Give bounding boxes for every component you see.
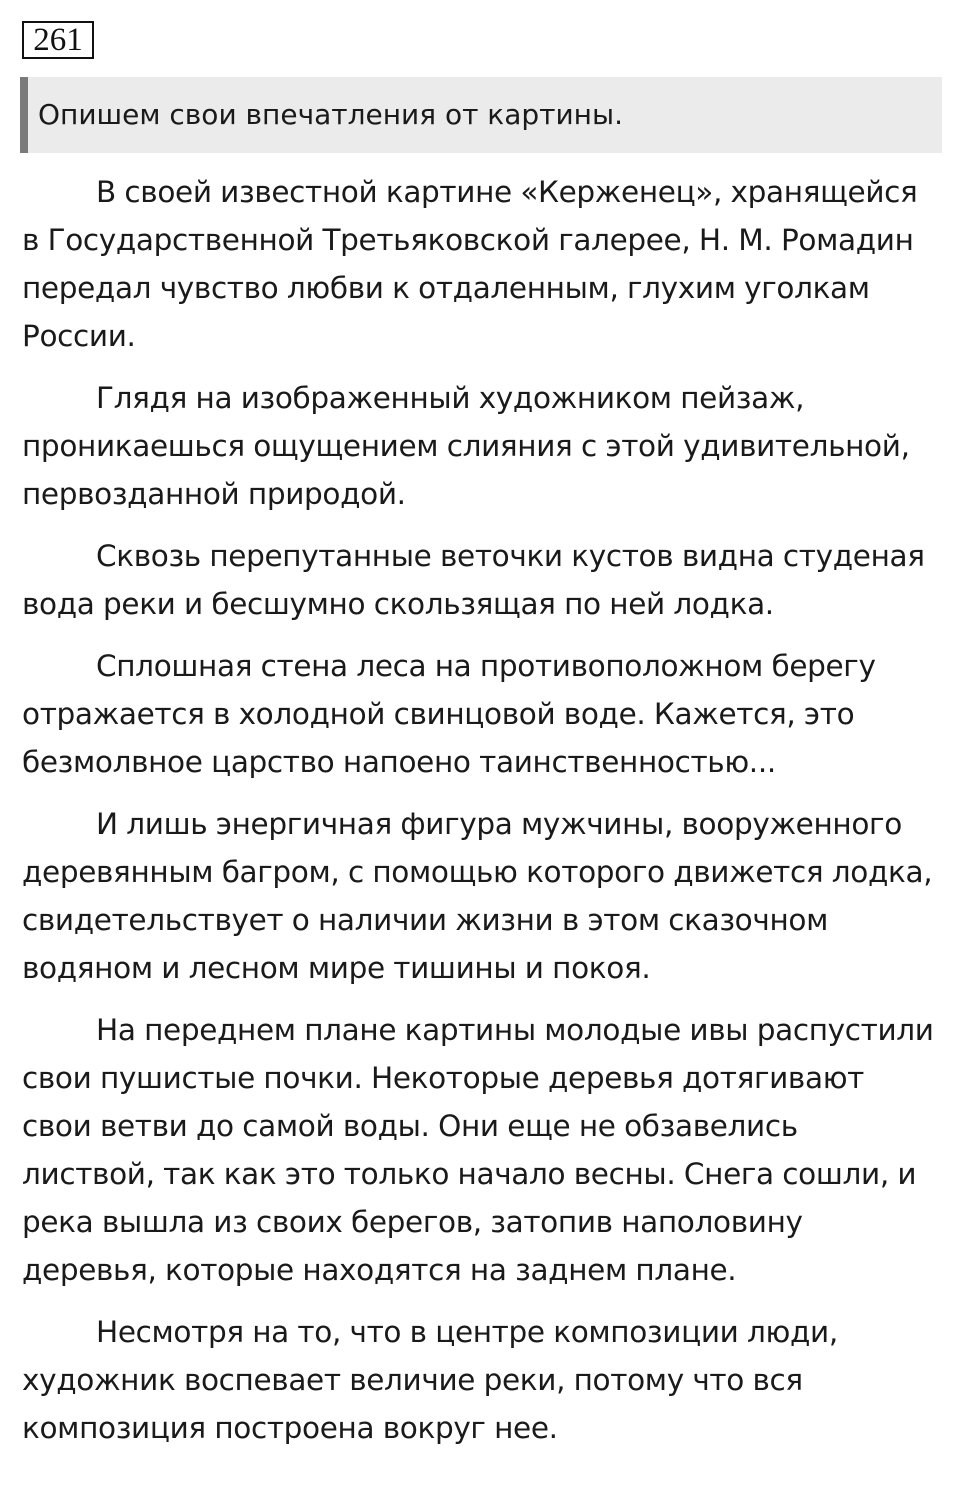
essay-paragraph: Глядя на изображенный художником пейзаж, проникаешься ощущением слияния с этой удивительной, первозданной природой.: [22, 381, 910, 511]
essay-paragraph: Сквозь перепутанные веточки кустов видна студеная вода реки и бесшумно скользящая по ней лодка.: [22, 539, 925, 621]
essay-paragraph: Несмотря на то, что в центре композиции люди, художник воспевает величие реки, потому что вся композиция построена вокруг нее.: [22, 1315, 838, 1445]
essay-paragraph: В своей известной картине «Керженец», хранящейся в Государственной Третьяковской галерее, Н. М. Ромадин передал чувство любви к отдаленным, глухим уголкам России.: [22, 175, 918, 353]
task-prompt-banner: Опишем свои впечатления от картины.: [20, 77, 942, 153]
essay-paragraph: Сплошная стена леса на противоположном берегу отражается в холодной свинцовой воде. Кажется, это безмолвное царство напоено таинственностью...: [22, 649, 876, 779]
essay-paragraph: На переднем плане картины молодые ивы распустили свои пушистые почки. Некоторые деревья дотягивают свои ветви до самой воды. Они еще не обзавелись листвой, так как это только начало весны. Снега сошли, и река вышла из своих берегов, затопив наполовину деревья, которые находятся на заднем плане.: [22, 1013, 934, 1287]
essay-body: [22, 168, 938, 1466]
essay-paragraph: И лишь энергичная фигура мужчины, вооруженного деревянным багром, с помощью которого движется лодка, свидетельствует о наличии жизни в этом сказочном водяном и лесном мире тишины и покоя.: [22, 807, 933, 985]
exercise-number-box: 261: [22, 21, 94, 59]
